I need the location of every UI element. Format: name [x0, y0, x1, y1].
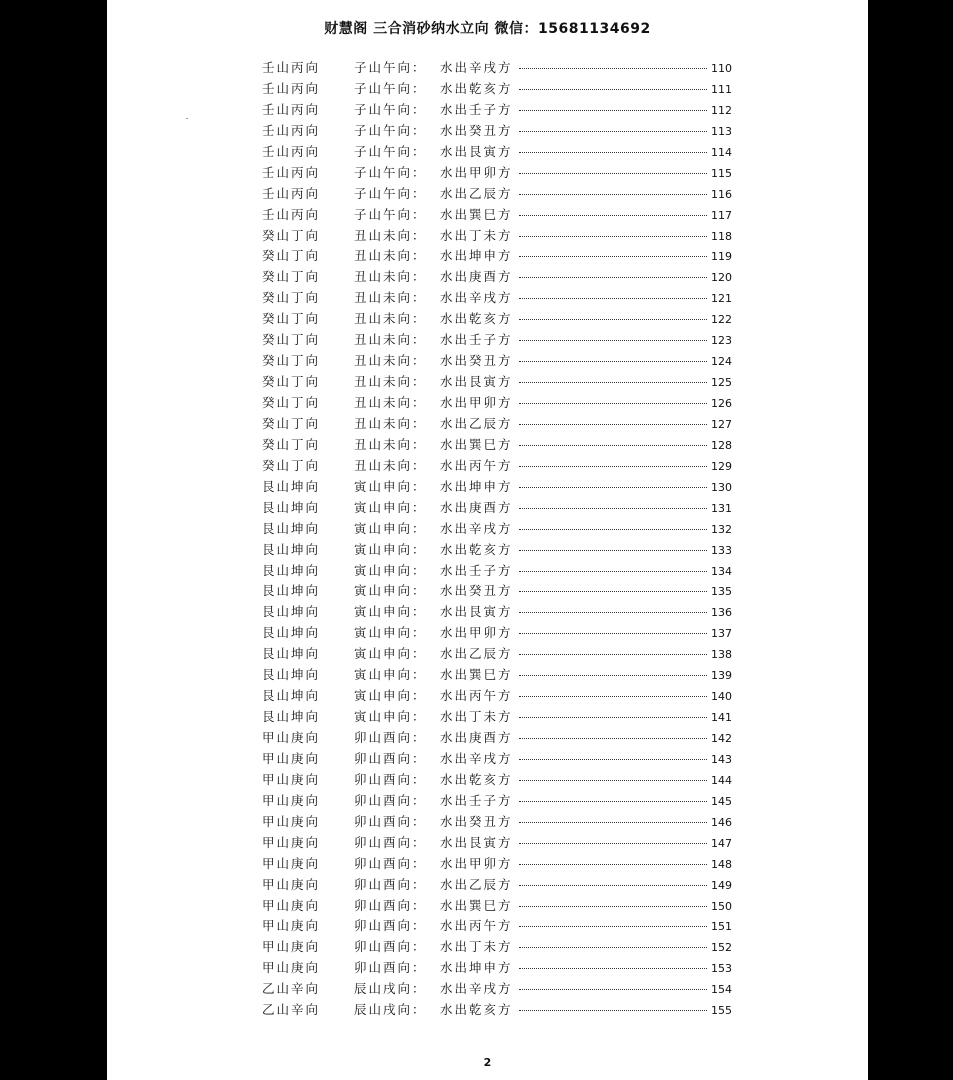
toc-page-number: 152 — [711, 941, 732, 955]
toc-water-exit: 水出巽巳方 — [440, 206, 513, 222]
toc-mountain-a: 艮山坤向 — [262, 646, 321, 662]
toc-entry[interactable] — [262, 979, 732, 1000]
toc-mountain-b: 丑山未向： — [354, 332, 427, 348]
toc-mountain-b: 寅山申向： — [354, 646, 427, 662]
toc-water-exit: 水出甲卯方 — [440, 625, 513, 641]
toc-entry[interactable] — [262, 581, 732, 602]
toc-mountain-b: 丑山未向： — [354, 374, 427, 390]
toc-page-number: 150 — [711, 899, 732, 913]
toc-dot-leader — [519, 361, 707, 362]
toc-mountain-b: 卯山酉向： — [354, 750, 427, 766]
toc-dot-leader — [519, 801, 707, 802]
toc-mountain-a: 壬山丙向 — [262, 122, 321, 138]
toc-water-exit: 水出丙午方 — [440, 688, 513, 704]
toc-entry[interactable] — [262, 896, 732, 917]
toc-water-exit: 水出丁未方 — [440, 939, 513, 955]
toc-mountain-b: 辰山戌向： — [354, 1002, 427, 1018]
toc-water-exit: 水出癸丑方 — [440, 583, 513, 599]
toc-mountain-a: 癸山丁向 — [262, 248, 321, 264]
toc-entry[interactable] — [262, 163, 732, 184]
toc-dot-leader — [519, 571, 707, 572]
toc-water-exit: 水出壬子方 — [440, 332, 513, 348]
toc-dot-leader — [519, 550, 707, 551]
toc-page-number: 149 — [711, 878, 732, 892]
toc-page-number: 121 — [711, 292, 732, 306]
toc-entry[interactable] — [262, 812, 732, 833]
toc-page-number: 110 — [711, 62, 732, 75]
toc-mountain-a: 壬山丙向 — [262, 206, 321, 222]
toc-dot-leader — [519, 215, 707, 216]
toc-mountain-a: 艮山坤向 — [262, 625, 321, 641]
toc-mountain-a: 艮山坤向 — [262, 541, 321, 557]
toc-entry[interactable] — [262, 330, 732, 351]
toc-dot-leader — [519, 759, 707, 760]
toc-mountain-a: 甲山庚向 — [262, 918, 321, 934]
toc-mountain-a: 艮山坤向 — [262, 604, 321, 620]
toc-mountain-b: 子山午向： — [354, 122, 427, 138]
toc-water-exit: 水出庚酉方 — [440, 499, 513, 515]
toc-page-number: 123 — [711, 334, 732, 348]
toc-dot-leader — [519, 717, 707, 718]
toc-mountain-a: 甲山庚向 — [262, 813, 321, 829]
toc-mountain-b: 卯山酉向： — [354, 834, 427, 850]
toc-entry[interactable] — [262, 937, 732, 958]
toc-entry[interactable] — [262, 309, 732, 330]
toc-page-number: 143 — [711, 752, 732, 766]
toc-page-number: 139 — [711, 669, 732, 683]
toc-water-exit: 水出艮寅方 — [440, 374, 513, 390]
toc-mountain-b: 丑山未向： — [354, 248, 427, 264]
toc-water-exit: 水出丁未方 — [440, 709, 513, 725]
toc-mountain-b: 寅山申向： — [354, 562, 427, 578]
toc-mountain-a: 壬山丙向 — [262, 101, 321, 117]
toc-entry[interactable] — [262, 184, 732, 205]
toc-dot-leader — [519, 675, 707, 676]
toc-entry[interactable] — [262, 665, 732, 686]
toc-dot-leader — [519, 319, 707, 320]
toc-mountain-b: 子山午向： — [354, 206, 427, 222]
toc-dot-leader — [519, 968, 707, 969]
toc-dot-leader — [519, 843, 707, 844]
toc-water-exit: 水出乙辰方 — [440, 185, 513, 201]
toc-entry[interactable] — [262, 267, 732, 288]
toc-dot-leader — [519, 68, 707, 69]
toc-page-number: 111 — [711, 82, 732, 96]
toc-entry[interactable] — [262, 456, 732, 477]
toc-dot-leader — [519, 1010, 707, 1011]
toc-page-number: 129 — [711, 459, 732, 473]
toc-dot-leader — [519, 466, 707, 467]
toc-page-number: 113 — [711, 124, 732, 138]
toc-water-exit: 水出壬子方 — [440, 792, 513, 808]
toc-mountain-b: 子山午向： — [354, 164, 427, 180]
toc-mountain-a: 癸山丁向 — [262, 332, 321, 348]
toc-entry[interactable] — [262, 875, 732, 896]
toc-page-number: 122 — [711, 313, 732, 327]
toc-page-number: 127 — [711, 417, 732, 431]
toc-mountain-a: 乙山辛向 — [262, 981, 321, 997]
toc-water-exit: 水出巽巳方 — [440, 667, 513, 683]
toc-page-number: 131 — [711, 501, 732, 515]
toc-entry[interactable] — [262, 561, 732, 582]
toc-water-exit: 水出艮寅方 — [440, 604, 513, 620]
toc-mountain-b: 丑山未向： — [354, 436, 427, 452]
toc-water-exit: 水出辛戌方 — [440, 290, 513, 306]
toc-mountain-a: 艮山坤向 — [262, 688, 321, 704]
toc-entry[interactable] — [262, 246, 732, 267]
toc-water-exit: 水出辛戌方 — [440, 981, 513, 997]
toc-mountain-b: 寅山申向： — [354, 688, 427, 704]
toc-mountain-a: 壬山丙向 — [262, 143, 321, 159]
toc-dot-leader — [519, 173, 707, 174]
toc-page-number: 114 — [711, 145, 732, 159]
toc-entry[interactable] — [262, 372, 732, 393]
toc-water-exit: 水出丙午方 — [440, 457, 513, 473]
toc-mountain-a: 癸山丁向 — [262, 290, 321, 306]
toc-water-exit: 水出坤申方 — [440, 248, 513, 264]
toc-page-number: 137 — [711, 627, 732, 641]
toc-entry[interactable] — [262, 854, 732, 875]
toc-mountain-b: 寅山申向： — [354, 478, 427, 494]
toc-mountain-a: 壬山丙向 — [262, 60, 321, 75]
toc-mountain-a: 甲山庚向 — [262, 792, 321, 808]
toc-page-number: 112 — [711, 103, 732, 117]
toc-page-number: 135 — [711, 585, 732, 599]
toc-mountain-a: 壬山丙向 — [262, 80, 321, 96]
toc-dot-leader — [519, 989, 707, 990]
toc-water-exit: 水出丙午方 — [440, 918, 513, 934]
toc-mountain-b: 丑山未向： — [354, 395, 427, 410]
toc-page-number: 147 — [711, 836, 732, 850]
toc-mountain-a: 壬山丙向 — [262, 185, 321, 201]
toc-mountain-a: 艮山坤向 — [262, 499, 321, 515]
toc-mountain-b: 丑山未向： — [354, 227, 427, 243]
toc-dot-leader — [519, 508, 707, 509]
toc-dot-leader — [519, 424, 707, 425]
toc-mountain-a: 壬山丙向 — [262, 164, 321, 180]
toc-mountain-a: 癸山丁向 — [262, 311, 321, 327]
toc-water-exit: 水出艮寅方 — [440, 834, 513, 850]
toc-water-exit: 水出癸丑方 — [440, 813, 513, 829]
toc-mountain-b: 卯山酉向： — [354, 876, 427, 892]
toc-mountain-a: 甲山庚向 — [262, 730, 321, 745]
toc-water-exit: 水出艮寅方 — [440, 143, 513, 159]
toc-page-number: 124 — [711, 355, 732, 369]
toc-entry[interactable] — [262, 121, 732, 142]
toc-dot-leader — [519, 194, 707, 195]
toc-mountain-b: 寅山申向： — [354, 499, 427, 515]
toc-mountain-a: 癸山丁向 — [262, 269, 321, 285]
toc-page-number: 133 — [711, 543, 732, 557]
toc-entry[interactable] — [262, 728, 732, 749]
toc-mountain-a: 艮山坤向 — [262, 667, 321, 683]
toc-dot-leader — [519, 131, 707, 132]
toc-page-number: 141 — [711, 711, 732, 725]
toc-mountain-b: 子山午向： — [354, 101, 427, 117]
toc-mountain-a: 癸山丁向 — [262, 374, 321, 390]
toc-water-exit: 水出辛戌方 — [440, 750, 513, 766]
toc-dot-leader — [519, 696, 707, 697]
toc-water-exit: 水出辛戌方 — [440, 520, 513, 536]
toc-page-number: 128 — [711, 438, 732, 452]
toc-mountain-b: 寅山申向： — [354, 709, 427, 725]
toc-entry[interactable] — [262, 435, 732, 456]
toc-dot-leader — [519, 633, 707, 634]
toc-mountain-b: 寅山申向： — [354, 667, 427, 683]
toc-page-number: 130 — [711, 480, 732, 494]
toc-mountain-b: 寅山申向： — [354, 541, 427, 557]
toc-mountain-b: 卯山酉向： — [354, 813, 427, 829]
toc-dot-leader — [519, 110, 707, 111]
table-of-contents — [262, 58, 732, 1021]
toc-dot-leader — [519, 864, 707, 865]
toc-dot-leader — [519, 298, 707, 299]
toc-entry[interactable] — [262, 916, 732, 937]
toc-entry[interactable] — [262, 226, 732, 247]
toc-mountain-b: 寅山申向： — [354, 604, 427, 620]
toc-dot-leader — [519, 340, 707, 341]
toc-mountain-a: 甲山庚向 — [262, 771, 321, 787]
toc-dot-leader — [519, 947, 707, 948]
toc-mountain-a: 乙山辛向 — [262, 1002, 321, 1018]
toc-page-number: 154 — [711, 983, 732, 997]
scan-speck — [186, 118, 188, 119]
toc-mountain-b: 子山午向： — [354, 185, 427, 201]
toc-dot-leader — [519, 885, 707, 886]
toc-page-number: 115 — [711, 166, 732, 180]
toc-entry[interactable] — [262, 205, 732, 226]
toc-mountain-b: 卯山酉向： — [354, 897, 427, 913]
toc-page-number: 155 — [711, 1004, 732, 1018]
toc-dot-leader — [519, 529, 707, 530]
toc-dot-leader — [519, 612, 707, 613]
toc-mountain-a: 艮山坤向 — [262, 583, 321, 599]
toc-mountain-b: 卯山酉向： — [354, 918, 427, 934]
toc-dot-leader — [519, 926, 707, 927]
toc-dot-leader — [519, 89, 707, 90]
toc-dot-leader — [519, 822, 707, 823]
toc-mountain-b: 卯山酉向： — [354, 960, 427, 976]
toc-dot-leader — [519, 654, 707, 655]
toc-dot-leader — [519, 152, 707, 153]
toc-mountain-a: 癸山丁向 — [262, 457, 321, 473]
toc-mountain-b: 卯山酉向： — [354, 939, 427, 955]
toc-page-number: 148 — [711, 857, 732, 871]
toc-dot-leader — [519, 236, 707, 237]
toc-water-exit: 水出乾亥方 — [440, 541, 513, 557]
toc-mountain-b: 卯山酉向： — [354, 771, 427, 787]
toc-page-number: 153 — [711, 962, 732, 976]
toc-mountain-a: 甲山庚向 — [262, 939, 321, 955]
toc-page-number: 125 — [711, 376, 732, 390]
toc-page-number: 144 — [711, 773, 732, 787]
toc-page-number: 151 — [711, 920, 732, 934]
toc-water-exit: 水出乾亥方 — [440, 1002, 513, 1018]
toc-page-number: 140 — [711, 690, 732, 704]
toc-mountain-a: 癸山丁向 — [262, 395, 321, 410]
toc-entry[interactable] — [262, 79, 732, 100]
toc-entry[interactable] — [262, 519, 732, 540]
toc-page-number: 146 — [711, 815, 732, 829]
toc-entry[interactable] — [262, 707, 732, 728]
toc-entry[interactable] — [262, 58, 732, 79]
toc-water-exit: 水出癸丑方 — [440, 122, 513, 138]
toc-page-number: 142 — [711, 732, 732, 745]
toc-mountain-b: 子山午向： — [354, 80, 427, 96]
toc-dot-leader — [519, 277, 707, 278]
toc-mountain-a: 艮山坤向 — [262, 562, 321, 578]
toc-dot-leader — [519, 738, 707, 739]
toc-entry[interactable] — [262, 686, 732, 707]
toc-mountain-b: 丑山未向： — [354, 269, 427, 285]
toc-mountain-a: 癸山丁向 — [262, 353, 321, 369]
toc-water-exit: 水出癸丑方 — [440, 353, 513, 369]
page-number: 2 — [483, 1056, 492, 1069]
toc-mountain-b: 子山午向： — [354, 143, 427, 159]
toc-entry[interactable] — [262, 351, 732, 372]
toc-mountain-a: 甲山庚向 — [262, 855, 321, 871]
toc-entry[interactable] — [262, 100, 732, 121]
toc-dot-leader — [519, 487, 707, 488]
toc-mountain-b: 丑山未向： — [354, 311, 427, 327]
toc-water-exit: 水出壬子方 — [440, 101, 513, 117]
toc-entry[interactable] — [262, 602, 732, 623]
toc-dot-leader — [519, 906, 707, 907]
toc-water-exit: 水出丁未方 — [440, 227, 513, 243]
toc-dot-leader — [519, 256, 707, 257]
toc-mountain-a: 甲山庚向 — [262, 834, 321, 850]
toc-water-exit: 水出坤申方 — [440, 960, 513, 976]
toc-mountain-a: 艮山坤向 — [262, 709, 321, 725]
toc-page-number: 134 — [711, 564, 732, 578]
toc-page-number: 126 — [711, 397, 732, 410]
toc-water-exit: 水出庚酉方 — [440, 269, 513, 285]
toc-water-exit: 水出巽巳方 — [440, 897, 513, 913]
document-page — [107, 0, 868, 1080]
toc-mountain-a: 艮山坤向 — [262, 520, 321, 536]
toc-entry[interactable] — [262, 791, 732, 812]
toc-water-exit: 水出乙辰方 — [440, 876, 513, 892]
toc-water-exit: 水出乾亥方 — [440, 771, 513, 787]
toc-page-number: 118 — [711, 229, 732, 243]
toc-water-exit: 水出乾亥方 — [440, 80, 513, 96]
toc-page-number: 136 — [711, 606, 732, 620]
toc-mountain-a: 癸山丁向 — [262, 436, 321, 452]
toc-entry[interactable] — [262, 833, 732, 854]
toc-dot-leader — [519, 780, 707, 781]
toc-mountain-a: 甲山庚向 — [262, 750, 321, 766]
toc-mountain-b: 丑山未向： — [354, 353, 427, 369]
toc-mountain-a: 艮山坤向 — [262, 478, 321, 494]
toc-page-number: 138 — [711, 648, 732, 662]
toc-entry[interactable] — [262, 749, 732, 770]
toc-mountain-b: 寅山申向： — [354, 583, 427, 599]
toc-water-exit: 水出巽巳方 — [440, 436, 513, 452]
toc-entry[interactable] — [262, 1000, 732, 1021]
toc-mountain-b: 卯山酉向： — [354, 730, 427, 745]
toc-mountain-b: 寅山申向： — [354, 520, 427, 536]
toc-water-exit: 水出乙辰方 — [440, 646, 513, 662]
toc-entry[interactable] — [262, 414, 732, 435]
page-header: 财慧阁 三合消砂纳水立向 微信：15681134692 — [324, 21, 651, 37]
toc-entry[interactable] — [262, 540, 732, 561]
toc-mountain-b: 卯山酉向： — [354, 792, 427, 808]
toc-entry[interactable] — [262, 958, 732, 979]
toc-water-exit: 水出坤申方 — [440, 478, 513, 494]
toc-mountain-a: 癸山丁向 — [262, 415, 321, 431]
toc-dot-leader — [519, 445, 707, 446]
toc-water-exit: 水出壬子方 — [440, 562, 513, 578]
toc-dot-leader — [519, 403, 707, 404]
toc-mountain-a: 甲山庚向 — [262, 960, 321, 976]
toc-mountain-b: 辰山戌向： — [354, 981, 427, 997]
toc-page-number: 116 — [711, 187, 732, 201]
toc-entry[interactable] — [262, 644, 732, 665]
toc-page-number: 117 — [711, 208, 732, 222]
toc-mountain-a: 甲山庚向 — [262, 876, 321, 892]
toc-water-exit: 水出乙辰方 — [440, 415, 513, 431]
toc-mountain-a: 癸山丁向 — [262, 227, 321, 243]
toc-mountain-b: 卯山酉向： — [354, 855, 427, 871]
toc-entry[interactable] — [262, 477, 732, 498]
toc-water-exit: 水出甲卯方 — [440, 395, 513, 410]
toc-page-number: 145 — [711, 794, 732, 808]
toc-entry[interactable] — [262, 142, 732, 163]
toc-mountain-b: 丑山未向： — [354, 457, 427, 473]
toc-mountain-b: 寅山申向： — [354, 625, 427, 641]
toc-water-exit: 水出甲卯方 — [440, 855, 513, 871]
toc-mountain-a: 甲山庚向 — [262, 897, 321, 913]
toc-entry[interactable] — [262, 393, 732, 414]
toc-dot-leader — [519, 591, 707, 592]
toc-mountain-b: 丑山未向： — [354, 290, 427, 306]
toc-water-exit: 水出庚酉方 — [440, 730, 513, 745]
toc-entry[interactable] — [262, 498, 732, 519]
toc-water-exit: 水出乾亥方 — [440, 311, 513, 327]
toc-page-number: 132 — [711, 522, 732, 536]
toc-entry[interactable] — [262, 288, 732, 309]
toc-mountain-b: 丑山未向： — [354, 415, 427, 431]
toc-dot-leader — [519, 382, 707, 383]
toc-entry[interactable] — [262, 623, 732, 644]
toc-page-number: 119 — [711, 250, 732, 264]
toc-water-exit: 水出甲卯方 — [440, 164, 513, 180]
toc-entry[interactable] — [262, 770, 732, 791]
toc-page-number: 120 — [711, 271, 732, 285]
toc-water-exit: 水出辛戌方 — [440, 60, 513, 75]
toc-mountain-b: 子山午向： — [354, 60, 427, 75]
